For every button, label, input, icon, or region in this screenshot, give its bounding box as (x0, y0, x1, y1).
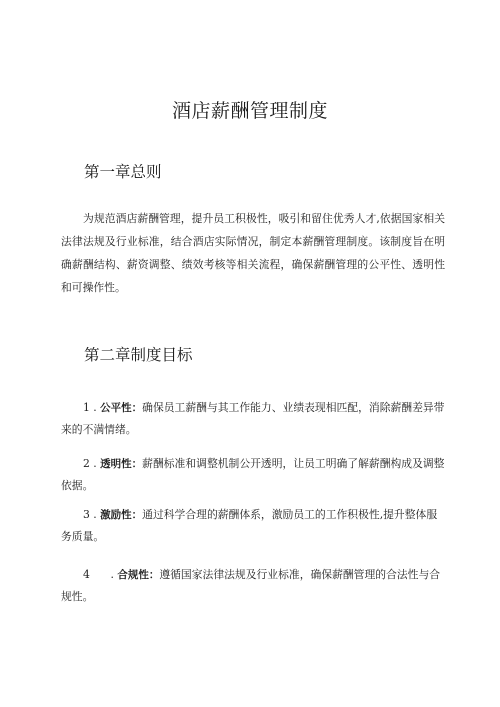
item-text: 通过科学合理的薪酬体系，激励员工的工作积极性,提升整体服务质量。 (61, 508, 438, 543)
document-title: 酒店薪酬管理制度 (171, 100, 328, 122)
item-label: 合规性： (117, 569, 160, 581)
item-number: 3 . (83, 508, 97, 521)
item-text: 薪酬标准和调整机制公开透明，让员工明确了解薪酬构成及调整依据。 (61, 457, 445, 492)
chapter-1-heading: 第一章总则 (84, 163, 162, 181)
chapter-1-paragraph: 为规范酒店薪酬管理，提升员工积极性，吸引和留住优秀人才,依据国家相关法律法规及行业标准，结合酒店实际情况，制定本薪酬管理制度。该制度旨在明确薪酬结构、薪资调整、绩效考核等相关流程，确保薪酬管理的公平性、透明性和可操作性。 (61, 212, 445, 294)
item-number: 2 . (83, 457, 97, 470)
item-label: 透明性： (100, 458, 143, 470)
objective-item (61, 564, 445, 608)
item-label: 激励性： (100, 509, 143, 521)
objective-item (61, 453, 445, 497)
objective-item (61, 504, 445, 548)
item-number: 4 . (83, 568, 114, 581)
item-number: 1 . (83, 401, 97, 414)
chapter-2-heading: 第二章制度目标 (84, 346, 193, 364)
objective-item (61, 397, 445, 441)
item-text: 遵循国家法律法规及行业标准，确保薪酬管理的合法性与合规性。 (61, 568, 441, 603)
item-text: 确保员工薪酬与其工作能力、业绩表现相匹配，消除薪酬差异带来的不满情绪。 (61, 401, 445, 436)
item-label: 公平性： (100, 402, 143, 414)
